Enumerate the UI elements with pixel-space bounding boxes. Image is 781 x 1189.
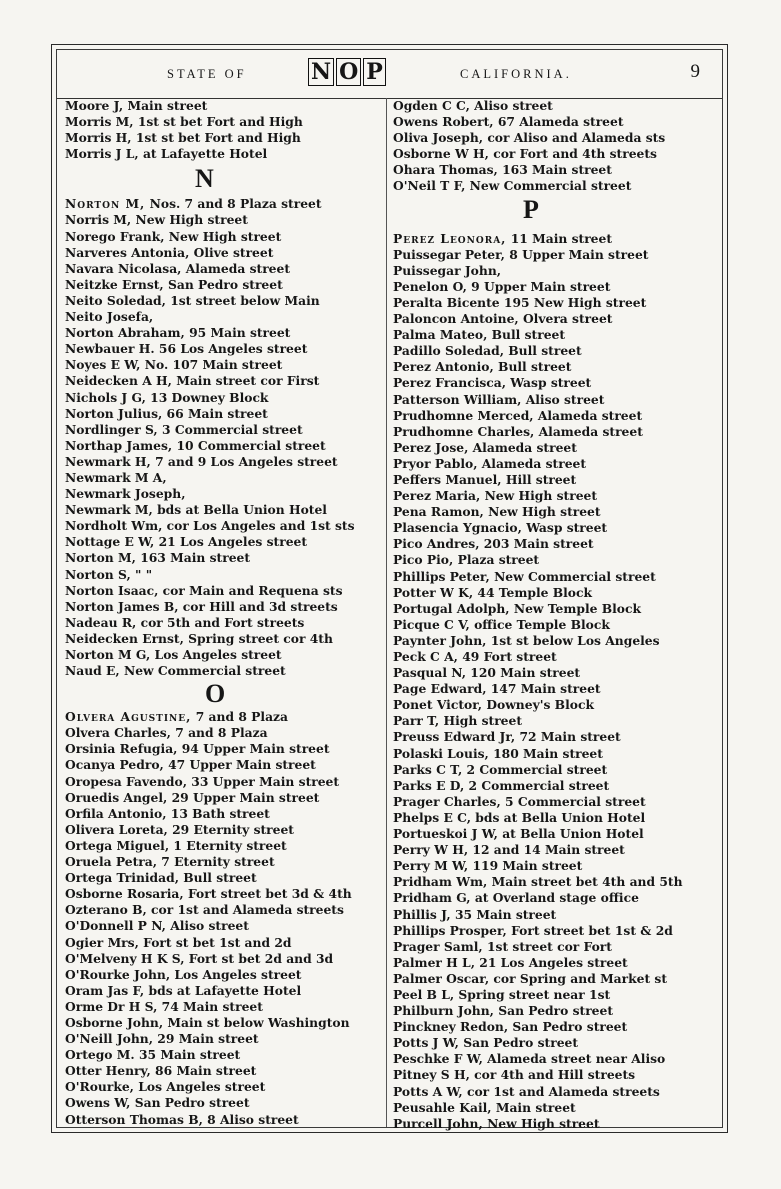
- section-first-entry: [393, 231, 723, 247]
- entry: Olivera Loreta, 29 Eternity street: [65, 821, 294, 837]
- entry: Page Edward, 147 Main street: [393, 681, 601, 697]
- right-column: [393, 98, 723, 1132]
- entry: Polaski Louis, 180 Main street: [393, 745, 603, 761]
- entry: Peusahle Kail, Main street: [393, 1099, 576, 1115]
- entry: Parks C T, 2 Commercial street: [393, 761, 608, 777]
- section-letter-n: N: [195, 164, 214, 194]
- entry: O'Melveny H K S, Fort st bet 2d and 3d: [65, 950, 334, 966]
- entry: Ogier Mrs, Fort st bet 1st and 2d: [65, 934, 292, 950]
- entry: Ocanya Pedro, 47 Upper Main street: [65, 757, 316, 773]
- entry: Paloncon Antoine, Olvera street: [393, 311, 613, 327]
- entry: Paynter John, 1st st below Los Angeles: [393, 632, 660, 648]
- header-letter-o: O: [336, 58, 361, 86]
- entry: Parr T, High street: [393, 713, 523, 729]
- entry: Prager Charles, 5 Commercial street: [393, 793, 646, 809]
- entry: Philburn John, San Pedro street: [393, 1003, 614, 1019]
- entry: Noyes E W, No. 107 Main street: [65, 357, 283, 373]
- entry: Phillips Peter, New Commercial street: [393, 568, 656, 584]
- entry: Ogden C C, Aliso street: [393, 98, 553, 113]
- entry: Morris M, 1st st bet Fort and High: [65, 114, 303, 130]
- entry: Norego Frank, New High street: [65, 228, 282, 244]
- entry: Nichols J G, 13 Downey Block: [65, 389, 269, 405]
- column-divider: [386, 98, 387, 1127]
- entry: Nordholt Wm, cor Los Angeles and 1st sts: [65, 518, 355, 534]
- entry: Newmark H, 7 and 9 Los Angeles street: [65, 453, 338, 469]
- entry: Padillo Soledad, Bull street: [393, 343, 582, 359]
- entry: Palmer Oscar, cor Spring and Market st: [393, 970, 668, 986]
- entry: Olvera Charles, 7 and 8 Plaza: [65, 725, 268, 741]
- entry: Potts A W, cor 1st and Alameda streets: [393, 1083, 660, 1099]
- entry: Perez Antonio, Bull street: [393, 359, 572, 375]
- entry: Potter W K, 44 Temple Block: [393, 584, 593, 600]
- entry: Phillis J, 35 Main street: [393, 906, 557, 922]
- entry: Neitzke Ernst, San Pedro street: [65, 276, 283, 292]
- entry: Pico Andres, 203 Main street: [393, 536, 594, 552]
- entry: Norton James B, cor Hill and 3d streets: [65, 598, 338, 614]
- entry: Puissegar John,: [393, 262, 502, 278]
- entry: Orsinia Refugia, 94 Upper Main street: [65, 741, 330, 757]
- header-california: CALIFORNIA.: [460, 67, 572, 81]
- entry: Oliva Joseph, cor Aliso and Alameda sts: [393, 130, 666, 146]
- entry: O'Rourke John, Los Angeles street: [65, 966, 302, 982]
- entry: O'Donnell P N, Aliso street: [65, 918, 249, 934]
- entry: Perez Maria, New High street: [393, 488, 598, 504]
- entry: Ortega Trinidad, Bull street: [65, 870, 257, 886]
- entry: Neidecken Ernst, Spring street cor 4th: [65, 630, 333, 646]
- entry-name: Olvera Agustine,: [65, 709, 192, 725]
- entry: Neidecken A H, Main street cor First: [65, 373, 320, 389]
- entry: Palmer H L, 21 Los Angeles street: [393, 954, 628, 970]
- entry: Otterson Thomas B, 8 Aliso street: [65, 1111, 299, 1127]
- section-first-entry: [65, 196, 383, 212]
- entry: Perry M W, 119 Main street: [393, 858, 583, 874]
- entry: Palma Mateo, Bull street: [393, 327, 566, 343]
- entry: Owens Robert, 67 Alameda street: [393, 114, 624, 130]
- entry: Pasqual N, 120 Main street: [393, 665, 581, 681]
- entry: Potts J W, San Pedro street: [393, 1035, 579, 1051]
- entry: Oruedis Angel, 29 Upper Main street: [65, 789, 320, 805]
- entry: Ozterano B, cor 1st and Alameda streets: [65, 902, 344, 918]
- entry: Newmark M, bds at Bella Union Hotel: [65, 502, 327, 518]
- entry: Prudhomne Charles, Alameda street: [393, 423, 643, 439]
- section-letter-p: P: [523, 194, 539, 224]
- entry: Orme Dr H S, 74 Main street: [65, 998, 263, 1014]
- entry: Perry W H, 12 and 14 Main street: [393, 842, 625, 858]
- entry-address: Nos. 7 and 8 Plaza street: [145, 196, 322, 212]
- entry: Moore J, Main street: [65, 98, 208, 113]
- entry: Newmark M A,: [65, 469, 167, 485]
- entry: Oropesa Favendo, 33 Upper Main street: [65, 773, 340, 789]
- entry: Norton Julius, 66 Main street: [65, 405, 268, 421]
- entry: Peel B L, Spring street near 1st: [393, 986, 611, 1002]
- entry: Phillips Prosper, Fort street bet 1st & 2d: [393, 922, 673, 938]
- entry-address: 7 and 8 Plaza: [191, 709, 289, 725]
- entry: Portugal Adolph, New Temple Block: [393, 600, 642, 616]
- entry: Portueskoi J W, at Bella Union Hotel: [393, 826, 644, 842]
- header-letter-p: P: [363, 58, 386, 86]
- entry: Oruela Petra, 7 Eternity street: [65, 854, 275, 870]
- entry: Norton Abraham, 95 Main street: [65, 325, 291, 341]
- entry: Navara Nicolasa, Alameda street: [65, 260, 291, 276]
- page-inner-frame: [56, 49, 723, 1131]
- entry: Picque C V, office Temple Block: [393, 616, 610, 632]
- entry: Ortego M. 35 Main street: [65, 1047, 241, 1063]
- entry-name: Norton M,: [65, 196, 146, 212]
- entry: Ortega Miguel, 1 Eternity street: [65, 837, 287, 853]
- page-frame: [51, 44, 728, 1133]
- entry: Norton S, " ": [65, 566, 153, 582]
- entry: O'Rourke, Los Angeles street: [65, 1079, 266, 1095]
- entry: Plasencia Ygnacio, Wasp street: [393, 520, 608, 536]
- entry: Pinckney Redon, San Pedro street: [393, 1019, 628, 1035]
- entry: Parks E D, 2 Commercial street: [393, 777, 610, 793]
- entry: Nottage E W, 21 Los Angeles street: [65, 534, 308, 550]
- header-letters: [308, 58, 386, 86]
- entry: Norton M, 163 Main street: [65, 550, 251, 566]
- page-number: 9: [690, 61, 700, 82]
- section-letter-o: O: [205, 679, 226, 709]
- entry: Pryor Pablo, Alameda street: [393, 455, 587, 471]
- entry: Prager Saml, 1st street cor Fort: [393, 938, 612, 954]
- entry: Peralta Bicente 195 New High street: [393, 294, 647, 310]
- entry: Pridham G, at Overland stage office: [393, 890, 639, 906]
- entry: Northap James, 10 Commercial street: [65, 437, 326, 453]
- header-letter-n: N: [308, 58, 334, 86]
- entry: Otter Henry, 86 Main street: [65, 1063, 257, 1079]
- entry: Oram Jas F, bds at Lafayette Hotel: [65, 982, 302, 998]
- entry: Naud E, New Commercial street: [65, 663, 286, 679]
- entry: Pitney S H, cor 4th and Hill streets: [393, 1067, 636, 1083]
- entry-address: 11 Main street: [506, 230, 613, 246]
- entry: Ponet Victor, Downey's Block: [393, 697, 594, 713]
- entry: O'Neill John, 29 Main street: [65, 1031, 259, 1047]
- entry: Newmark Joseph,: [65, 486, 186, 502]
- running-header: [57, 50, 722, 99]
- entry: Nadeau R, cor 5th and Fort streets: [65, 614, 305, 630]
- entry: Neito Soledad, 1st street below Main: [65, 292, 320, 308]
- entry: Norris M, New High street: [65, 212, 248, 228]
- entry: Owens W, San Pedro street: [65, 1095, 250, 1111]
- entry: Penelon O, 9 Upper Main street: [393, 278, 611, 294]
- entry: Preuss Edward Jr, 72 Main street: [393, 729, 621, 745]
- entry: Pico Pio, Plaza street: [393, 552, 540, 568]
- entry: Orfila Antonio, 13 Bath street: [65, 805, 270, 821]
- entry: Prudhomne Merced, Alameda street: [393, 407, 643, 423]
- header-state-of: STATE OF: [167, 67, 247, 81]
- entry: Osborne W H, cor Fort and 4th streets: [393, 146, 657, 162]
- entry: Nordlinger S, 3 Commercial street: [65, 421, 303, 437]
- entry: Norton Isaac, cor Main and Requena sts: [65, 582, 343, 598]
- entry: Morris H, 1st st bet Fort and High: [65, 130, 301, 146]
- entry: Phelps E C, bds at Bella Union Hotel: [393, 809, 646, 825]
- entry: Morris J L, at Lafayette Hotel: [65, 146, 268, 162]
- entry: Perez Francisca, Wasp street: [393, 375, 592, 391]
- entry: Puissegar Peter, 8 Upper Main street: [393, 246, 649, 262]
- entry: Peschke F W, Alameda street near Aliso: [393, 1051, 666, 1067]
- entry: Newbauer H. 56 Los Angeles street: [65, 341, 308, 357]
- entry: Pridham Wm, Main street bet 4th and 5th: [393, 874, 683, 890]
- entry: Peffers Manuel, Hill street: [393, 471, 577, 487]
- entry: O'Neil T F, New Commercial street: [393, 178, 632, 194]
- entry: Peck C A, 49 Fort street: [393, 649, 557, 664]
- entry: Norton M G, Los Angeles street: [65, 647, 282, 662]
- entry: Osborne Rosaria, Fort street bet 3d & 4th: [65, 886, 352, 902]
- entry: Pena Ramon, New High street: [393, 504, 601, 520]
- entry: Narveres Antonia, Olive street: [65, 244, 274, 260]
- entry: Neito Josefa,: [65, 309, 154, 325]
- entry-name: Perez Leonora,: [393, 230, 507, 246]
- entry: Perez Jose, Alameda street: [393, 439, 577, 455]
- entry: Ohara Thomas, 163 Main street: [393, 162, 612, 178]
- section-first-entry: [65, 709, 383, 725]
- left-column: [65, 98, 383, 1128]
- entry: Purcell John, New High street: [393, 1115, 600, 1131]
- entry: Patterson William, Aliso street: [393, 391, 605, 407]
- entry: Osborne John, Main st below Washington: [65, 1014, 350, 1030]
